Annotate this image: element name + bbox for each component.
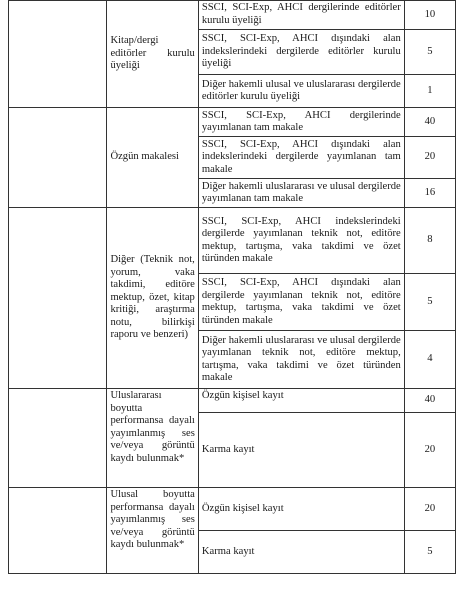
blank-cell xyxy=(9,1,107,108)
item-description: Diğer hakemli uluslararası ve ulusal dergilerde yayımlanan teknik not, editöre mektup, tartışma, vaka takdimi ve özet türünden makale xyxy=(198,331,404,389)
category-cell: Kitap/dergi editörler kurulu üyeliği xyxy=(107,1,198,108)
item-description: Karma kayıt xyxy=(198,413,404,488)
item-description: SSCI, SCI-Exp, AHCI dışındaki alan dergilerde yayımlanan teknik not, editöre mektup, tartışma, vaka takdimi ve özet türünden makale xyxy=(198,274,404,331)
scoring-table xyxy=(8,0,456,574)
item-points: 5 xyxy=(404,531,455,574)
table-row xyxy=(9,108,456,137)
item-description: SSCI, SCI-Exp, AHCI dışındaki alan indekslerindeki dergilerde editörler kurulu üyeliği xyxy=(198,30,404,75)
item-description: SSCI, SCI-Exp, AHCI dergilerinde yayımlanan tam makale xyxy=(198,108,404,137)
item-description: Karma kayıt xyxy=(198,531,404,574)
category-cell: Ulusal boyutta performansa dayalı yayımlanmış ses ve/veya görüntü kaydı bulunmak* xyxy=(107,488,198,574)
category-cell: Özgün makalesi xyxy=(107,108,198,208)
item-description: Özgün kişisel kayıt xyxy=(198,389,404,413)
item-points: 40 xyxy=(404,108,455,137)
category-cell: Diğer (Teknik not, yorum, vaka takdimi, editöre mektup, özet, kitap kritiği, araştırma notu, bilirkişi raporu ve benzeri) xyxy=(107,208,198,389)
blank-cell xyxy=(9,108,107,208)
item-points: 10 xyxy=(404,1,455,30)
table-row xyxy=(9,208,456,274)
item-points: 8 xyxy=(404,208,455,274)
item-description: Diğer hakemli ulusal ve uluslararası dergilerde editörler kurulu üyeliği xyxy=(198,75,404,108)
item-points: 16 xyxy=(404,179,455,208)
table-row xyxy=(9,389,456,413)
item-description: SSCI, SCI-Exp, AHCI dışındaki alan indekslerindeki dergilerde yayımlanan tam makale xyxy=(198,137,404,179)
table-row xyxy=(9,1,456,30)
category-cell: Uluslararası boyutta performansa dayalı yayımlanmış ses ve/veya görüntü kaydı bulunmak* xyxy=(107,389,198,488)
blank-cell xyxy=(9,389,107,488)
item-description: Özgün kişisel kayıt xyxy=(198,488,404,531)
table-row xyxy=(9,488,456,531)
item-points: 1 xyxy=(404,75,455,108)
item-points: 20 xyxy=(404,488,455,531)
item-points: 4 xyxy=(404,331,455,389)
item-description: SSCI, SCI-Exp, AHCI indekslerindeki dergilerde yayımlanan teknik not, editöre mektup, tartışma, vaka takdimi ve özet türünden makale xyxy=(198,208,404,274)
item-description: SSCI, SCI-Exp, AHCI dergilerinde editörler kurulu üyeliği xyxy=(198,1,404,30)
item-points: 5 xyxy=(404,30,455,75)
item-description: Diğer hakemli uluslararası ve ulusal dergilerde yayımlanan tam makale xyxy=(198,179,404,208)
blank-cell xyxy=(9,488,107,574)
item-points: 20 xyxy=(404,137,455,179)
blank-cell xyxy=(9,208,107,389)
item-points: 40 xyxy=(404,389,455,413)
item-points: 5 xyxy=(404,274,455,331)
item-points: 20 xyxy=(404,413,455,488)
